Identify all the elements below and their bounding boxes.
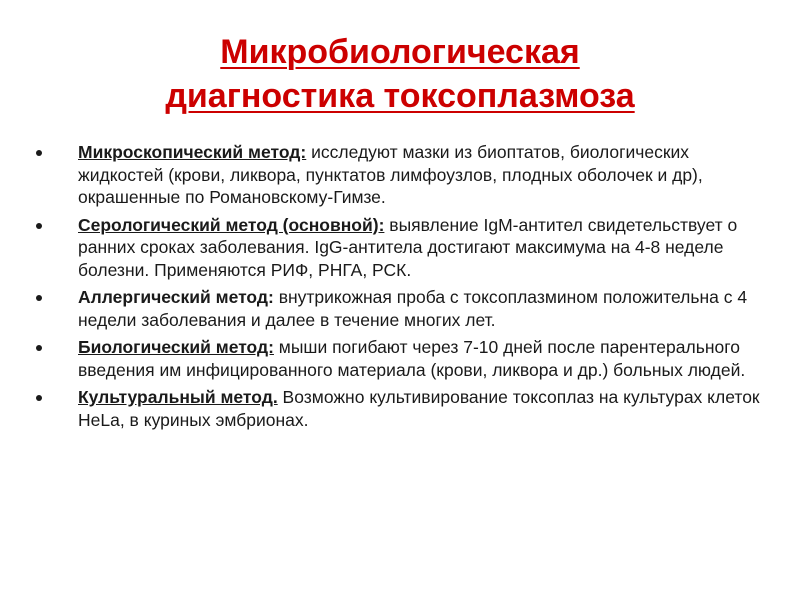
- bullet-text: Возможно культивирование токсоплаз на культурах клеток HeLa, в куриных эмбрионах.: [78, 387, 760, 430]
- bullet-biological: [36, 336, 766, 381]
- bullet-dot-icon: [36, 150, 42, 156]
- bullet-dot-icon: [36, 223, 42, 229]
- bullet-microscopic: [36, 141, 766, 209]
- bullet-text: внутрикожная проба с токсоплазмином положительна с 4 недели заболевания и далее в течение многих лет.: [78, 287, 748, 330]
- bullet-dot-icon: [36, 295, 42, 301]
- slide-title: [0, 30, 800, 118]
- bullet-dot-icon: [36, 395, 42, 401]
- bullet-list: [36, 141, 766, 436]
- bullet-term: Культуральный метод.: [78, 387, 278, 407]
- title-line-2: диагностика токсоплазмоза: [165, 77, 635, 115]
- title-line-1: Микробиологическая: [220, 33, 580, 71]
- bullet-cultural: [36, 386, 766, 431]
- bullet-term: Аллергический метод:: [78, 287, 274, 307]
- bullet-text: мыши погибают через 7-10 дней после парентерального введения им инфицированного материала (крови, ликвора и др.) больных людей.: [78, 337, 746, 380]
- bullet-text: выявление IgM-антител свидетельствует о ранних сроках заболевания. IgG-антитела достигают максимума на 4-8 неделе болезни. Применяются РИФ, РНГА, РСК.: [78, 214, 738, 280]
- bullet-term: Биологический метод:: [78, 337, 274, 357]
- bullet-serological: [36, 214, 766, 282]
- bullet-term: Серологический метод (основной):: [78, 214, 385, 235]
- bullet-term: Микроскопический метод:: [78, 142, 307, 162]
- bullet-text: исследуют мазки из биоптатов, биологических жидкостей (крови, ликвора, пунктатов лимфоузлов, плодных оболочек и др), окрашенные по Романовскому-Гимзе.: [78, 142, 703, 207]
- bullet-dot-icon: [36, 345, 42, 351]
- bullet-allergic: [36, 286, 766, 331]
